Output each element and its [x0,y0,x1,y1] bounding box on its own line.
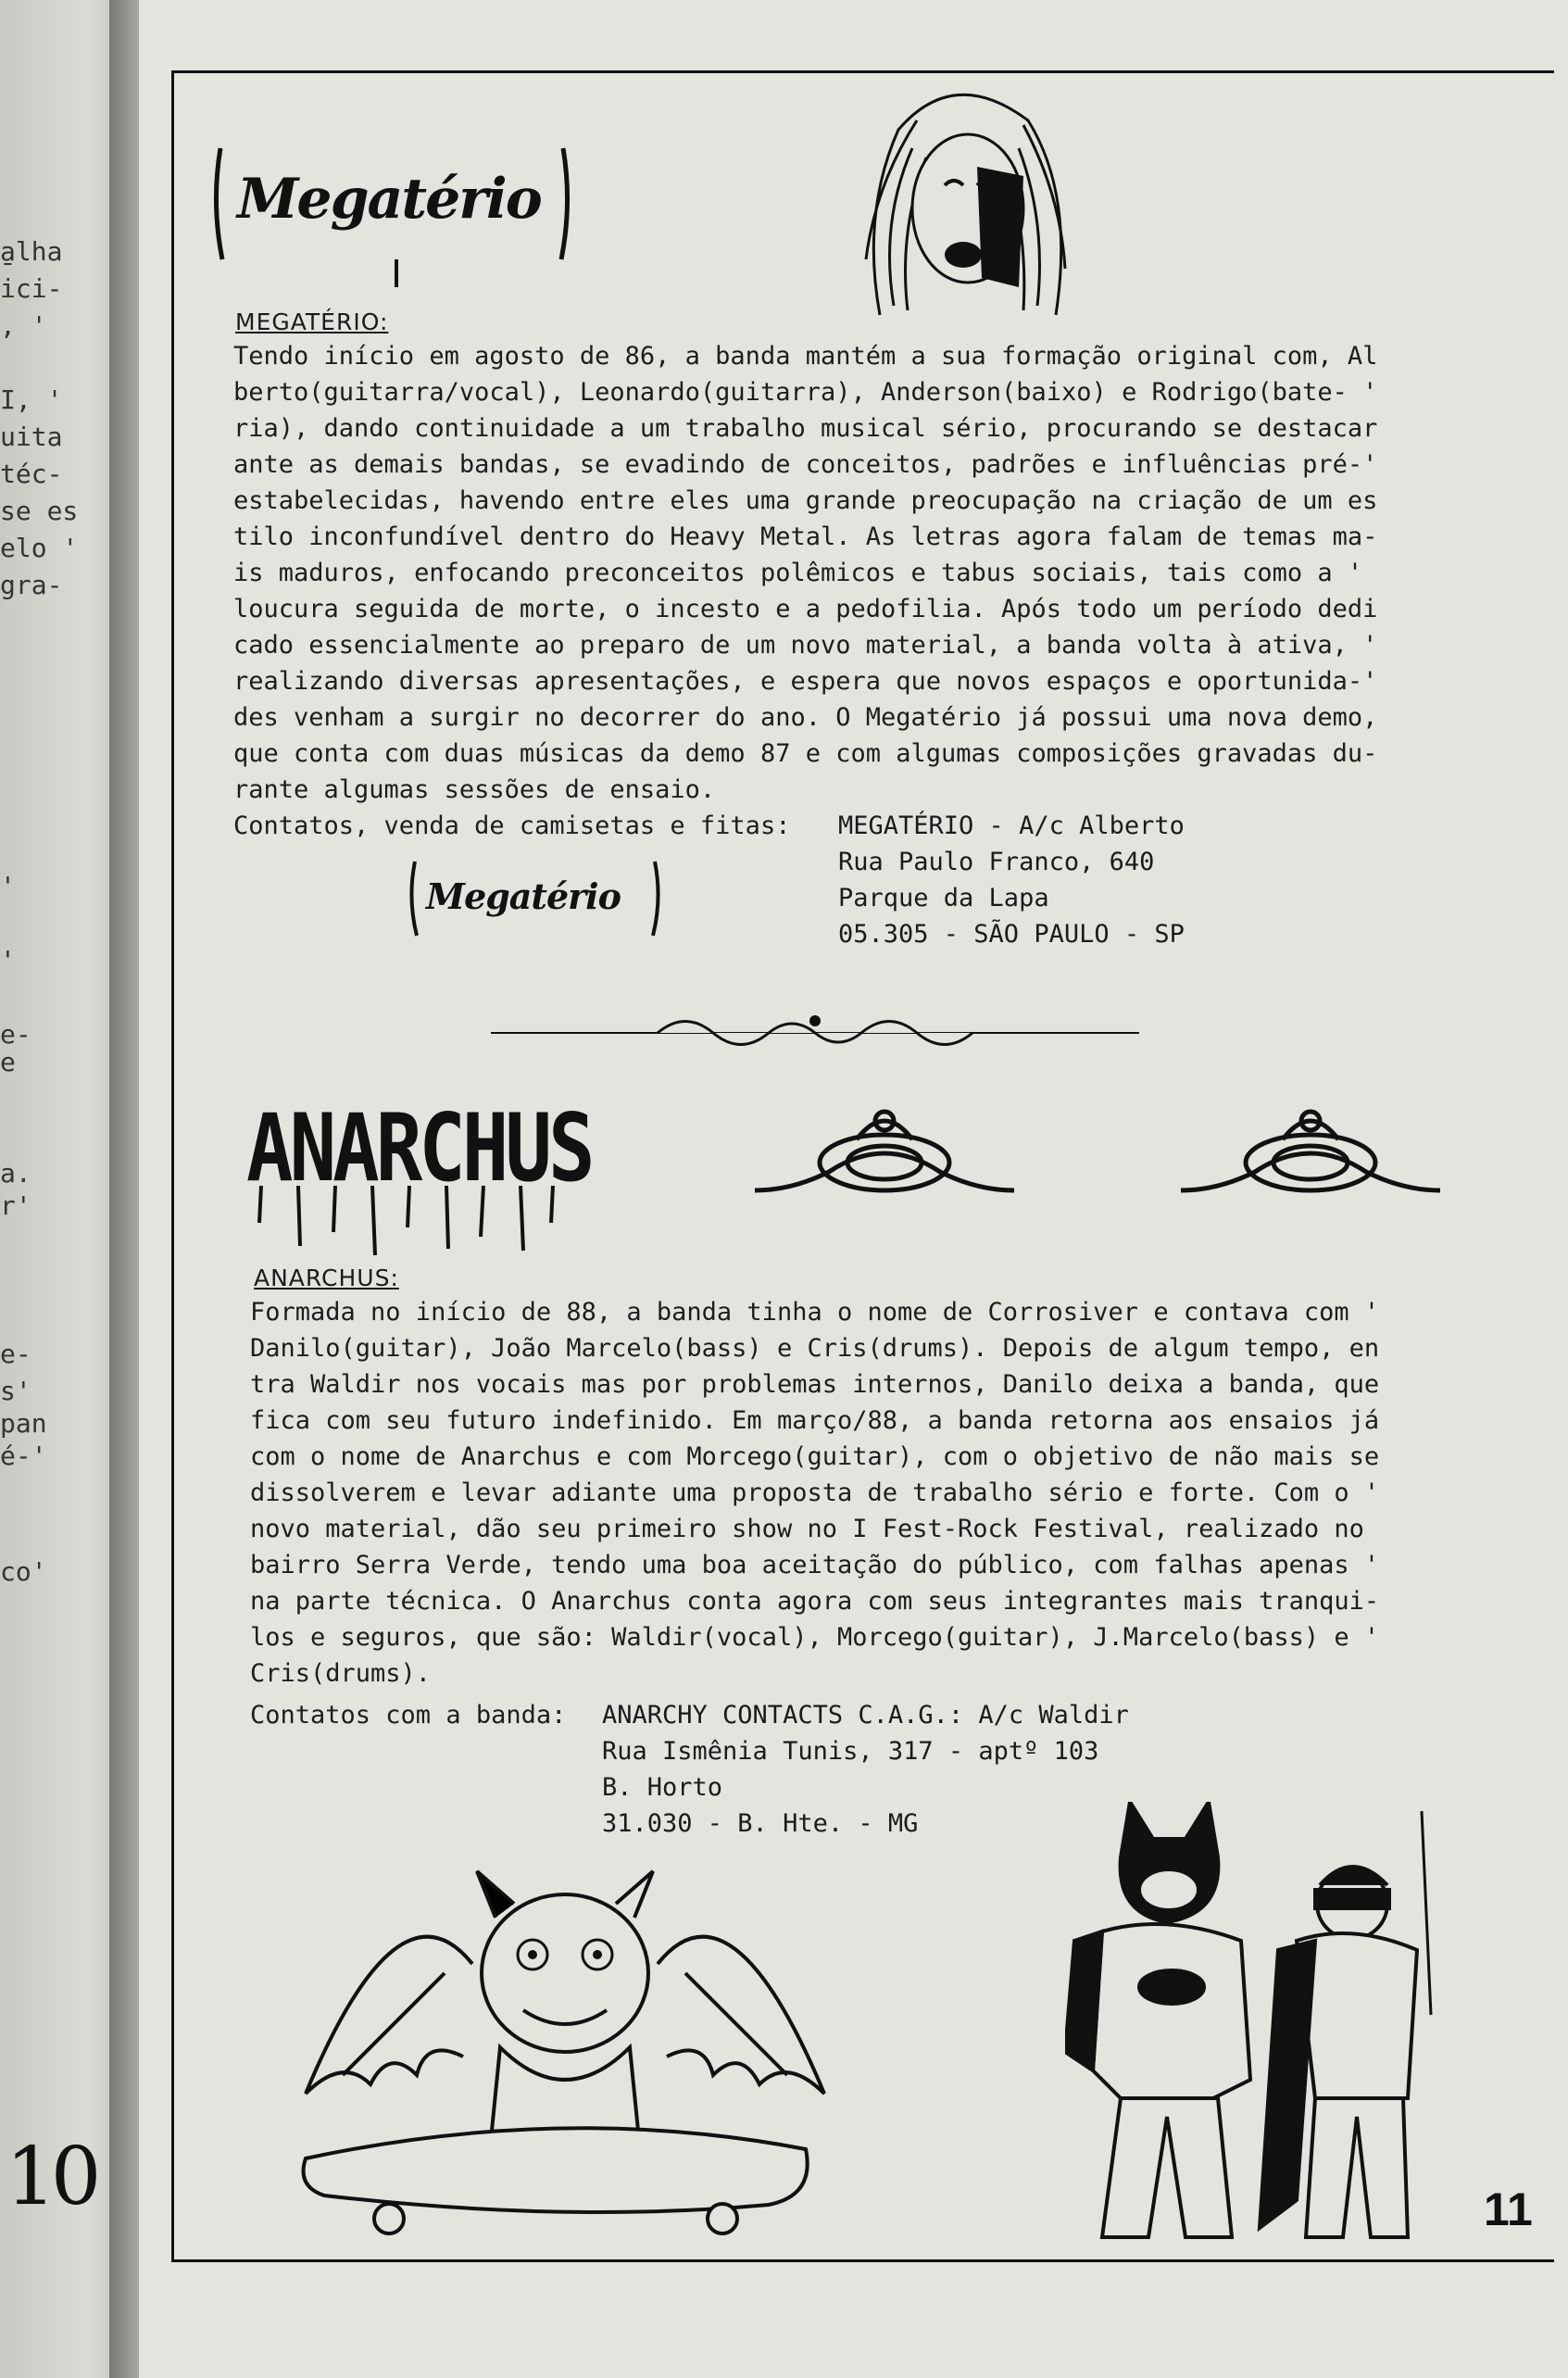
megaterio-body-line: is maduros, enfocando preconceitos polêmicos e tabus sociais, tais como a ' [233,559,1363,587]
megaterio-small-logo-text: Megatério [426,875,621,917]
anarchus-body-line: bairro Serra Verde, tendo uma boa aceitação do público, com falhas apenas ' [250,1551,1380,1579]
megaterio-body-line: ante as demais bandas, se evadindo de conceitos, padrões e influências pré-' [233,450,1378,479]
left-fragment: téc- [0,459,63,489]
megaterio-logo [211,120,572,287]
anarchus-body-line: novo material, dão seu primeiro show no I Fest-Rock Festival, realizado no [250,1515,1364,1543]
left-fragment: a. [0,1158,31,1189]
anarchus-body-line: com o nome de Anarchus e com Morcego(guitar), com o objetivo de não mais se [250,1442,1380,1471]
anarchus-contacts-label: Contatos com a banda: [250,1701,567,1730]
megaterio-body-line: rante algumas sessões de ensaio. [233,775,716,804]
knot-ornament-left [746,1107,1023,1209]
megaterio-address-line: Parque da Lapa [838,884,1049,912]
anarchus-body [250,1294,1379,1692]
megaterio-contacts-label: Contatos, venda de camisetas e fitas: [233,812,791,840]
anarchus-body-line: na parte técnica. O Anarchus conta agora com seus integrantes mais tranqui- [250,1587,1380,1616]
anarchus-address-line: ANARCHY CONTACTS C.A.G.: A/c Waldir [602,1701,1129,1730]
left-fragment: I, ' [0,384,63,415]
megaterio-body-line: estabelecidas, havendo entre eles uma grande preocupação na criação de um es [233,486,1378,515]
left-fragment: uita [0,421,63,452]
megaterio-address [838,808,1185,952]
left-fragment: e- [0,1019,31,1050]
megaterio-address-line: 05.305 - SÃO PAULO - SP [838,920,1185,949]
megaterio-body-line: berto(guitarra/vocal), Leonardo(guitarra), Anderson(baixo) e Rodrigo(bate- ' [233,378,1378,407]
left-fragment: se es [0,496,79,526]
megaterio-logo-text: Megatério [237,167,541,232]
anarchus-body-line: tra Waldir nos vocais mas por problemas internos, Danilo deixa a banda, que [250,1370,1380,1399]
anarchus-body-line: fica com seu futuro indefinido. Em março/88, a banda retorna aos ensaios já [250,1406,1380,1435]
megaterio-body-line: des venham a surgir no decorrer do ano. O Megatério já possui uma nova demo, [233,703,1378,732]
left-fragment: co' [0,1556,47,1587]
anarchus-body-line: Formada no início de 88, a banda tinha o nome de Corrosiver e contava com ' [250,1298,1380,1327]
left-fragment: pan [0,1408,47,1439]
anarchus-address-line: Rua Ismênia Tunis, 317 - aptº 103 [602,1737,1099,1766]
anarchus-address-line: 31.030 - B. Hte. - MG [602,1809,919,1838]
megaterio-address-line: MEGATÉRIO - A/c Alberto [838,812,1185,840]
megaterio-body-line: Tendo início em agosto de 86, a banda mantém a sua formação original com, Al [233,342,1378,371]
anarchus-address-line: B. Horto [602,1773,723,1802]
superhero-duo-illustration [1065,1802,1454,2246]
megaterio-body-line: cado essencialmente ao preparo de um novo material, a banda volta à ativa, ' [233,631,1378,660]
anarchus-body-line: los e seguros, que são: Waldir(vocal), Morcego(guitar), J.Marcelo(bass) e ' [250,1623,1380,1652]
anarchus-address [602,1697,1129,1842]
left-fragment: , ' [0,310,47,341]
page-number: 11 [1484,2183,1533,2235]
megaterio-body-line: tilo inconfundível dentro do Heavy Metal. As letras agora falam de temas ma- [233,522,1378,551]
megaterio-body-line: loucura seguida de morte, o incesto e a pedofilia. Após todo um período dedi [233,595,1378,623]
bat-creature-skateboard-illustration [287,1853,843,2242]
megaterio-body [233,338,1377,808]
anarchus-logo-text: ANARCHUS [246,1093,592,1202]
left-fragment: r' [0,1190,31,1221]
anarchus-body-line: Cris(drums). [250,1659,432,1688]
left-page-number: 10 [6,2131,96,2223]
anarchus-logo [243,1084,592,1260]
knot-ornament-right [1172,1107,1449,1209]
megaterio-body-line: que conta com duas músicas da demo 87 e com algumas composições gravadas du- [233,739,1378,768]
megaterio-body-line: realizando diversas apresentações, e espera que novos espaços e oportunida-' [233,667,1378,696]
anarchus-body-line: dissolverem e levar adiante uma proposta de trabalho sério e forte. Com o ' [250,1478,1380,1507]
left-fragment: e- [0,1339,31,1369]
anarchus-body-line: Danilo(guitar), João Marcelo(bass) e Cris(drums). Depois de algum tempo, en [250,1334,1380,1363]
left-fragment: elo ' [0,533,79,563]
megaterio-heading: MEGATÉRIO: [235,308,389,335]
left-fragment: ' [0,945,16,975]
anarchus-heading: ANARCHUS: [254,1264,399,1291]
left-fragment: é-' [0,1441,47,1471]
left-fragment: ici- [0,273,63,304]
left-fragment: gra- [0,570,63,600]
left-fragment: s' [0,1376,31,1406]
megaterio-body-line: ria), dando continuidade a um trabalho musical sério, procurando se destacar [233,414,1378,443]
left-fragment: a̱lha [0,236,63,267]
left-fragment: ' [0,871,16,901]
megaterio-address-line: Rua Paulo Franco, 640 [838,848,1155,876]
divider-ornament [491,1000,1139,1065]
screaming-face-illustration [824,74,1093,324]
megaterio-small-logo [408,848,662,950]
left-fragment: e [0,1047,16,1077]
